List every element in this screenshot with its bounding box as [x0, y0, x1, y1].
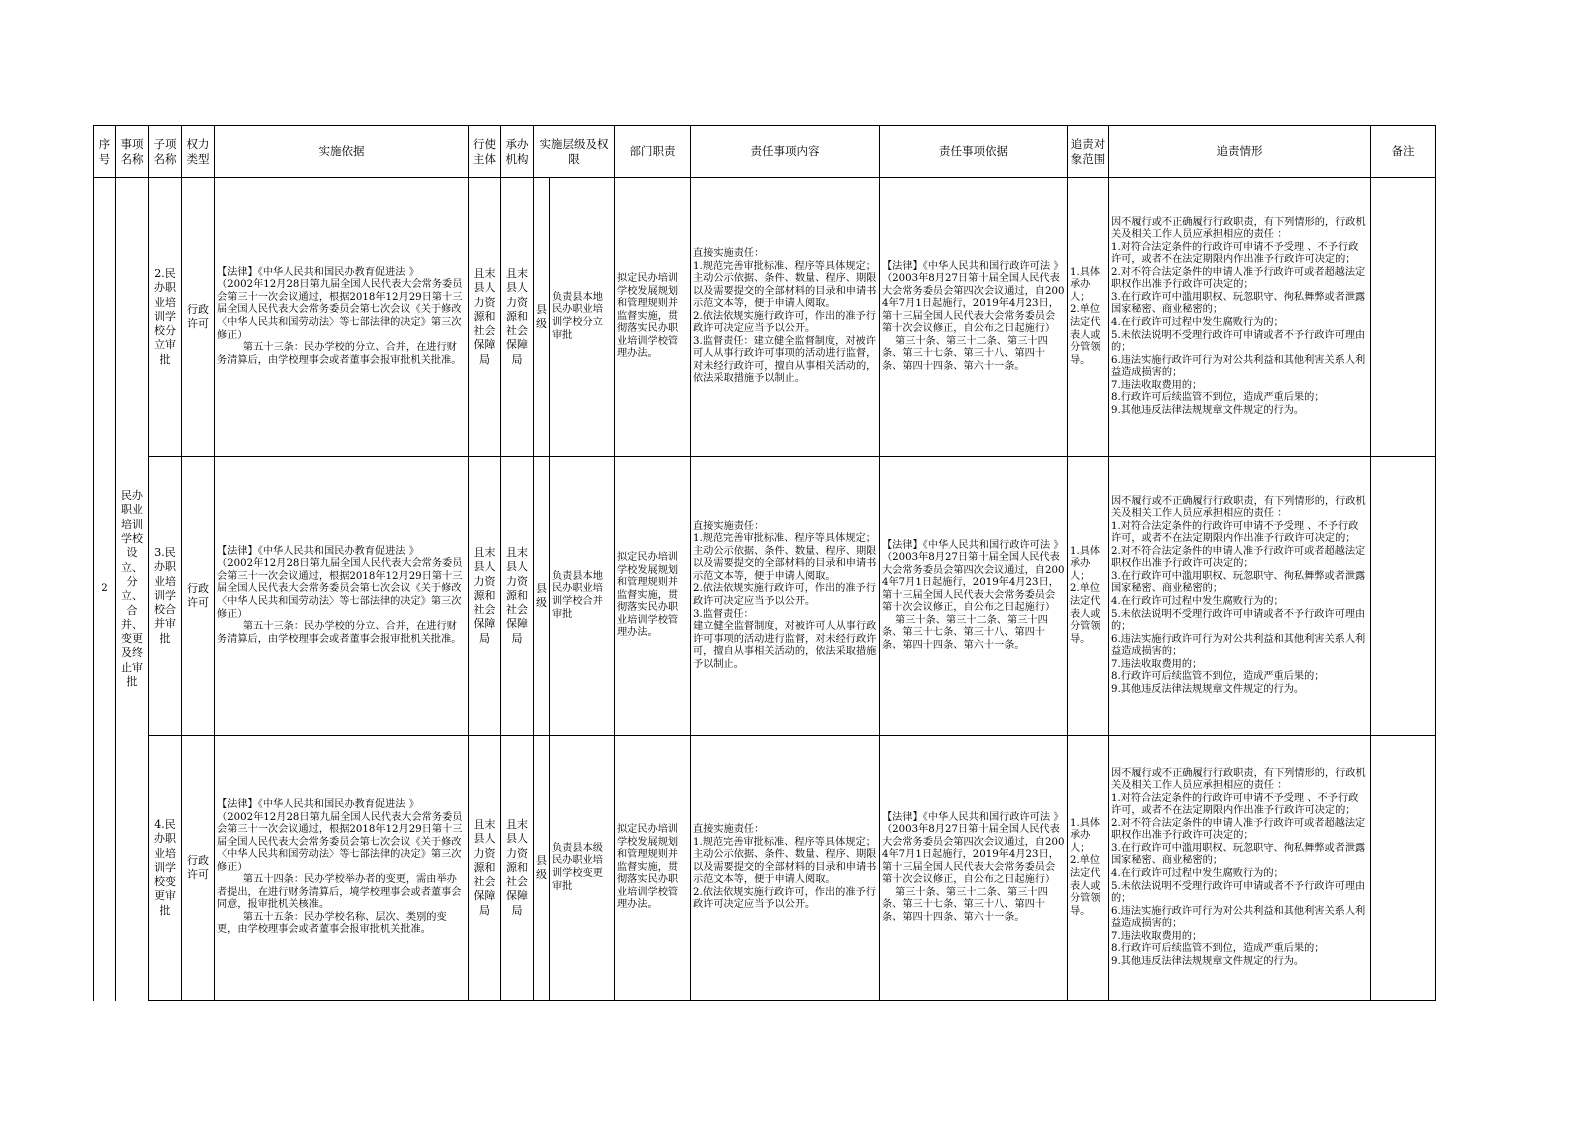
table-row: [94, 457, 1436, 736]
power-type: 行政许可: [182, 457, 215, 736]
authority: 负责县本地民办职业培训学校合并审批: [550, 457, 615, 736]
resp-basis: 【法律】《中华人民共和国行政许可法 》 （2003年8月27日第十届全国人民代表大会常务委员会第四次会议通过，自2004年7月1日起施行，2019年4月23日，第十三届全国人民代表大会常务委员会第十次会议修正，自公布之日起施行） 第三十条、第三十二条、第三十四条、第三十七条、第三十八、第四十条、第四十四条、第六十一条。: [880, 457, 1068, 736]
resp-basis: 【法律】《中华人民共和国行政许可法 》 （2003年8月27日第十届全国人民代表大会常务委员会第四次会议通过，自2004年7月1日起施行，2019年4月23日，第十三届全国人民代表大会常务委员会第十次会议修正，自公布之日起施行） 第三十条、第三十二条、第三十四条、第三十七条、第三十八、第四十条、第四十四条、第六十一条。: [880, 178, 1068, 457]
header-basis: 实施依据: [215, 126, 469, 178]
table-row: [94, 178, 1436, 457]
level: 县级: [534, 457, 550, 736]
header-level: 实施层级及权限: [534, 126, 615, 178]
header-situations: 追责情形: [1109, 126, 1371, 178]
authority: 负责县本级民办职业培训学校变更审批: [550, 736, 615, 1001]
header-remark: 备注: [1371, 126, 1436, 178]
header-item-name: 事项名称: [116, 126, 149, 178]
header-power-type: 权力类型: [182, 126, 215, 178]
resp-content: 直接实施责任： 1.规范完善审批标准、程序等具体规定；主动公示依据、条件、数量、程序、期限以及需要提交的全部材料的目录和申请书示范文本等，便于申请人阅取。 2.依法依规实施行政许可，作出的准予行政许可决定应当予以公开。 3.监督责任： 建立健全监督制度，对被许可人从事行政许可事项的活动进行监督，对未经行政许可，擅自从事相关活动的，依法采取措施予以制止。: [691, 457, 880, 736]
power-type: 行政许可: [182, 736, 215, 1001]
duty: 拟定民办培训学校发展规划和管理规则并监督实施，贯彻落实民办职业培训学校管理办法。: [615, 736, 691, 1001]
level: 县级: [534, 178, 550, 457]
header-resp-content: 责任事项内容: [691, 126, 880, 178]
basis-text: 【法律】《中华人民共和国民办教育促进法 》 （2002年12月28日第九届全国人民代表大会常务委员会第三十一次会议通过，根据2018年12月29日第十三届全国人民代表大会常务委员会第七次会议《关于修改〈中华人民共和国劳动法〉等七部法律的决定》第三次修正） 第五十三条：民办学校的分立、合并，在进行财务清算后，由学校理事会或者董事会报审批机关批准。: [215, 178, 469, 457]
header-agency: 承办机构: [501, 126, 534, 178]
level: 县级: [534, 736, 550, 1001]
group-number: 2: [94, 178, 116, 1001]
basis-text: 【法律】《中华人民共和国民办教育促进法 》 （2002年12月28日第九届全国人民代表大会常务委员会第三十一次会议通过，根据2018年12月29日第十三届全国人民代表大会常务委员会第七次会议《关于修改〈中华人民共和国劳动法〉等七部法律的决定》第三次修正） 第五十四条：民办学校举办者的变更，需由举办者提出，在进行财务清算后，境学校理事会或者董事会同意，报审批机关核准。 第五十五条：民办学校名称、层次、类别的变更，由学校理事会或者董事会报审批机关批准。: [215, 736, 469, 1001]
sub-item-name: 4.民办职业培训学校变更审批: [149, 736, 182, 1001]
header-subject: 行使主体: [469, 126, 501, 178]
target: 1.具体承办人； 2.单位法定代表人或分管领导。: [1068, 736, 1109, 1001]
duty: 拟定民办培训学校发展规划和管理规则并监督实施，贯彻落实民办职业培训学校管理办法。: [615, 178, 691, 457]
header-duty: 部门职责: [615, 126, 691, 178]
basis-text: 【法律】《中华人民共和国民办教育促进法 》 （2002年12月28日第九届全国人民代表大会常务委员会第三十一次会议通过，根据2018年12月29日第十三届全国人民代表大会常务委员会第七次会议《关于修改〈中华人民共和国劳动法〉等七部法律的决定》第三次修正） 第五十三条：民办学校的分立、合并，在进行财务清算后，由学校理事会或者董事会报审批机关批准。: [215, 457, 469, 736]
agency: 且末县人力资源和社会保障局: [501, 736, 534, 1001]
target: 1.具体承办人； 2.单位法定代表人或分管领导。: [1068, 178, 1109, 457]
subject: 且末县人力资源和社会保障局: [469, 736, 501, 1001]
resp-content: 直接实施责任： 1.规范完善审批标准、程序等具体规定；主动公示依据、条件、数量、程序、期限以及需要提交的全部材料的目录和申请书示范文本等，便于申请人阅取。 2.依法依规实施行政许可，作出的准予行政许可决定应当予以公开。: [691, 736, 880, 1001]
subject: 且末县人力资源和社会保障局: [469, 457, 501, 736]
subject: 且末县人力资源和社会保障局: [469, 178, 501, 457]
group-name: 民办职业培训学校设立、分立、合并、变更及终止审批: [116, 178, 149, 1001]
duty: 拟定民办培训学校发展规划和管理规则并监督实施，贯彻落实民办职业培训学校管理办法。: [615, 457, 691, 736]
sub-item-name: 3.民办职业培训学校合并审批: [149, 457, 182, 736]
power-type: 行政许可: [182, 178, 215, 457]
remark: [1371, 736, 1436, 1001]
agency: 且末县人力资源和社会保障局: [501, 457, 534, 736]
table-row: [94, 736, 1436, 1001]
resp-basis: 【法律】《中华人民共和国行政许可法 》 （2003年8月27日第十届全国人民代表大会常务委员会第四次会议通过，自2004年7月1日起施行，2019年4月23日，第十三届全国人民代表大会常务委员会第十次会议修正，自公布之日起施行） 第三十条、第三十二条、第三十四条、第三十七条、第三十八、第四十条、第四十四条、第六十一条。: [880, 736, 1068, 1001]
sub-item-name: 2.民办职业培训学校分立审批: [149, 178, 182, 457]
situations: 因不履行或不正确履行行政职责，有下列情形的，行政机关及相关工作人员应承担相应的责任 ： 1.对符合法定条件的行政许可申请不予受理 、不予行政许可，或者不在法定期限内作出准予行政许可决定的； 2.对不符合法定条件的申请人准予行政许可或者超越法定职权作出准予行政许可决定的； 3.在行政许可中滥用职权、玩忽职守、徇私舞弊或者泄露国家秘密、商业秘密的； 4.在行政许可过程中发生腐败行为的； 5.未依法说明不受理行政许可申请或者不予行政许可理由的； 6.违法实施行政许可行为对公共利益和其他利害关系人利益造成损害的； 7.违法收取费用的； 8.行政许可后续监管不到位，造成严重后果的； 9.其他违反法律法规规章文件规定的行为。: [1109, 178, 1371, 457]
remark: [1371, 178, 1436, 457]
header-resp-basis: 责任事项依据: [880, 126, 1068, 178]
header-row: [94, 126, 1436, 178]
resp-content: 直接实施责任： 1.规范完善审批标准、程序等具体规定；主动公示依据、条件、数量、程序、期限以及需要提交的全部材料的目录和申请书示范文本等，便于申请人阅取。 2.依法依规实施行政许可，作出的准予行政许可决定应当予以公开。 3.监督责任：建立健全监督制度，对被许可人从事行政许可事项的活动进行监督，对未经行政许可，擅自从事相关活动的，依法采取措施予以制止。: [691, 178, 880, 457]
situations: 因不履行或不正确履行行政职责，有下列情形的，行政机关及相关工作人员应承担相应的责任 ： 1.对符合法定条件的行政许可申请不予受理 、不予行政许可，或者不在法定期限内作出准予行政许可决定的； 2.对不符合法定条件的申请人准予行政许可或者超越法定职权作出准予行政许可决定的； 3.在行政许可中滥用职权、玩忽职守、徇私舞弊或者泄露国家秘密、商业秘密的； 4.在行政许可过程中发生腐败行为的； 5.未依法说明不受理行政许可申请或者不予行政许可理由的； 6.违法实施行政许可行为对公共利益和其他利害关系人利益造成损害的； 7.违法收取费用的； 8.行政许可后续监管不到位，造成严重后果的； 9.其他违反法律法规规章文件规定的行为。: [1109, 736, 1371, 1001]
header-seq: 序号: [94, 126, 116, 178]
target: 1.具体承办人； 2.单位法定代表人或分管领导。: [1068, 457, 1109, 736]
situations: 因不履行或不正确履行行政职责，有下列情形的，行政机关及相关工作人员应承担相应的责任 ： 1.对符合法定条件的行政许可申请不予受理 、不予行政许可，或者不在法定期限内作出准予行政许可决定的； 2.对不符合法定条件的申请人准予行政许可或者超越法定职权作出准予行政许可决定的； 3.在行政许可中滥用职权、玩忽职守、徇私舞弊或者泄露国家秘密、商业秘密的； 4.在行政许可过程中发生腐败行为的； 5.未依法说明不受理行政许可申请或者不予行政许可理由的； 6.违法实施行政许可行为对公共利益和其他利害关系人利益造成损害的； 7.违法收取费用的； 8.行政许可后续监管不到位，造成严重后果的； 9.其他违反法律法规规章文件规定的行为。: [1109, 457, 1371, 736]
header-target: 追责对象范围: [1068, 126, 1109, 178]
remark: [1371, 457, 1436, 736]
responsibility-table: [93, 125, 1436, 1001]
agency: 且末县人力资源和社会保障局: [501, 178, 534, 457]
authority: 负责县本地民办职业培训学校分立审批: [550, 178, 615, 457]
header-sub-item-name: 子项名称: [149, 126, 182, 178]
